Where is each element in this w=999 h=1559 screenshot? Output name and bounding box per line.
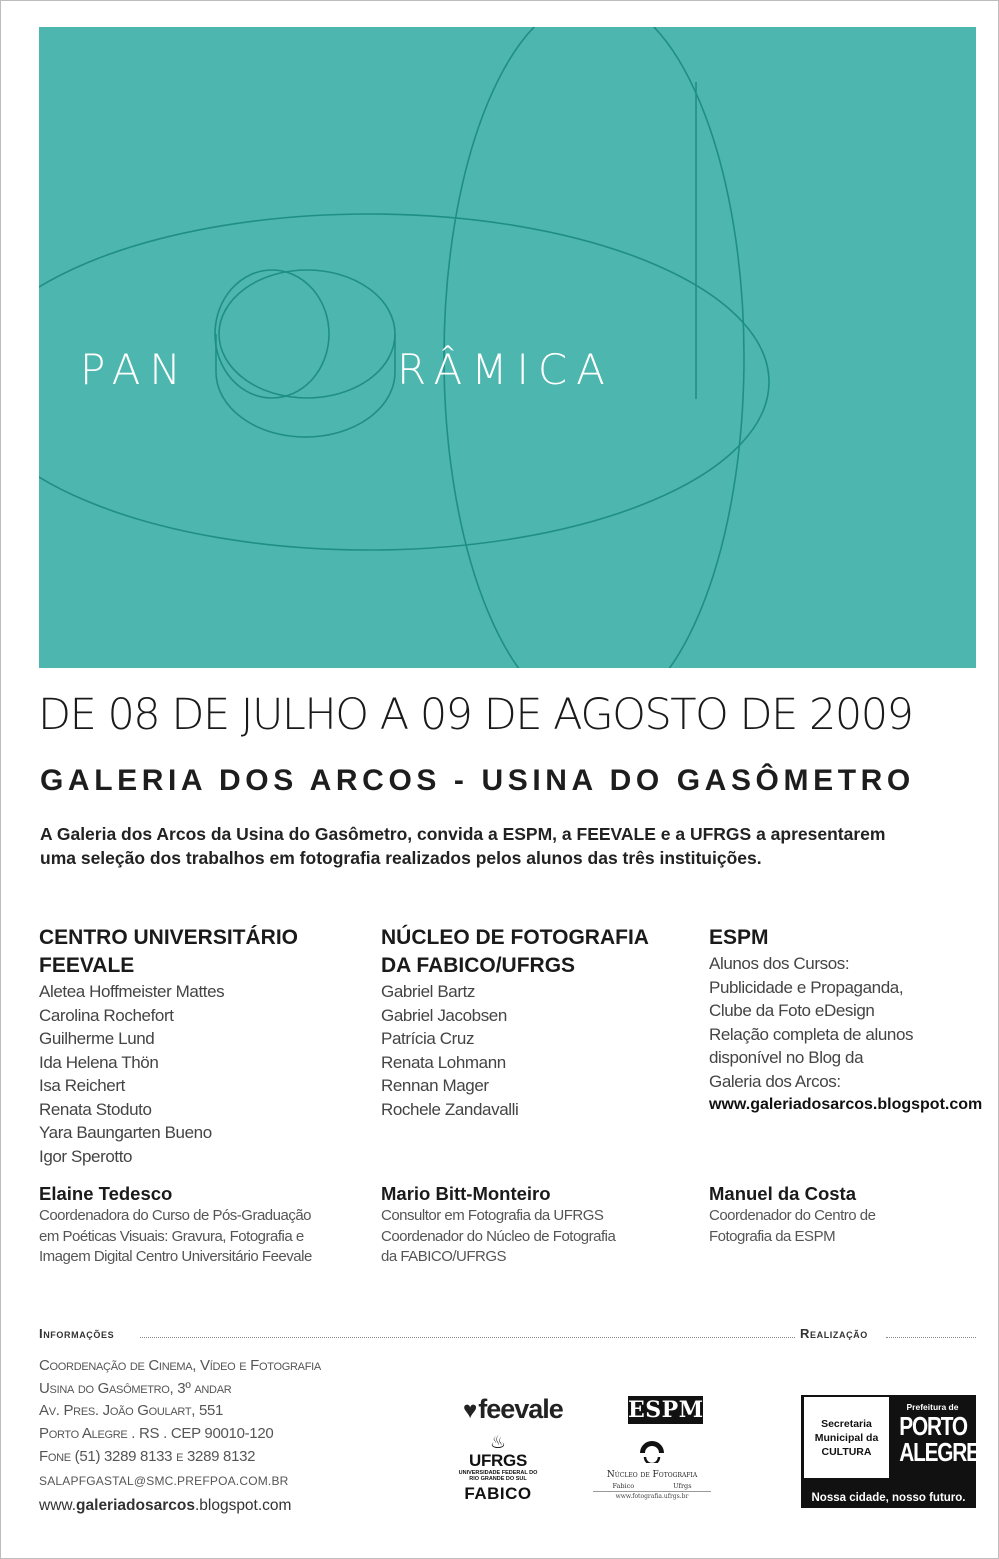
event-venue: GALERIA DOS ARCOS - USINA DO GASÔMETRO [40,764,915,797]
student-name: Gabriel Bartz [381,982,476,1001]
student-name: Aletea Hoffmeister Mattes [39,982,225,1001]
feevale-wordmark: feevale [478,1394,563,1424]
column-heading-line: DA FABICO/UFRGS [381,954,576,977]
coordinator-role: Consultor em Fotografia da UFRGS [381,1207,604,1224]
ufrgs-wordmark: UFRGS [468,1451,527,1470]
secretaria-cultura-label [804,1397,889,1478]
camera-aperture-icon [637,1437,667,1463]
coordinator-role: Fotografia da ESPM [709,1227,836,1245]
student-name: Guilherme Lund [39,1029,155,1048]
intro-paragraph [40,822,980,870]
coordinator-name: Manuel da Costa [709,1183,856,1204]
ufrgs-fabico-logo [458,1432,538,1506]
contact-email[interactable]: SALAPFGASTAL@SMC.PREFPOA.COM.BR [39,1473,289,1488]
realizacao-heading: Realização [800,1326,871,1341]
coordinator-role: Imagem Digital Centro Universitário Feevale [39,1248,312,1265]
nucleo-fabico: Fabico [612,1482,635,1490]
dotted-divider [886,1337,976,1338]
prefeitura-city-line: PORTO [899,1411,967,1441]
student-name: Rennan Mager [381,1076,489,1095]
coordinator-role: Coordenadora do Curso de Pós-Graduação [39,1207,312,1224]
hero-banner [39,27,976,668]
espm-logo: ESPM [628,1397,704,1423]
prefeitura-small: Prefeitura de [906,1402,959,1412]
website-name: galeriadosarcos [76,1496,195,1514]
espm-note-line: Alunos dos Cursos: [709,954,850,973]
espm-note-line: disponível no Blog da [709,1048,864,1067]
flame-icon: ♨ [489,1432,507,1452]
column-fabico-ufrgs [381,924,649,1121]
student-name: Renata Lohmann [381,1052,506,1072]
feevale-heart-icon: ♥ [463,1397,477,1424]
contact-line: Usina do Gasômetro, 3º andar [39,1379,232,1397]
prefeitura-city-line: ALEGRE [899,1437,979,1467]
column-heading [709,924,982,952]
intro-line: A Galeria dos Arcos da Usina do Gasômetro, convida a ESPM, a FEEVALE e a UFRGS a apresentarem [40,824,886,844]
fabico-wordmark: FABICO [464,1484,532,1503]
secretaria-line: Secretaria [821,1417,872,1430]
student-name: Igor Sperotto [39,1146,133,1166]
espm-note-line: Relação completa de alunos [709,1024,914,1044]
student-name: Rochele Zandavalli [381,1099,519,1119]
contact-info [39,1355,321,1518]
column-feevale [39,924,298,1168]
info-heading: Informações [39,1326,117,1341]
student-name: Yara Baungarten Bueno [39,1123,212,1142]
student-name: Carolina Rochefort [39,1005,174,1025]
feevale-logo [463,1394,563,1425]
column-heading [39,924,298,980]
event-title [39,345,976,395]
column-heading-line: NÚCLEO DE FOTOGRAFIA [381,926,649,949]
espm-note-line: Galeria dos Arcos: [709,1071,841,1091]
dotted-divider [140,1337,795,1338]
website-prefix: www. [39,1496,77,1514]
nucleo-subtitle [593,1481,711,1491]
contact-line: Coordenação de Cinema, Vídeo e Fotografia [39,1357,321,1374]
event-title-right: RÂMICA [397,345,614,394]
event-dates: DE 08 DE JULHO A 09 DE AGOSTO DE 2009 [38,690,913,740]
blog-link[interactable]: www.galeriadosarcos.blogspot.com [709,1096,983,1113]
coordinator-mario [381,1182,615,1268]
coordinator-role: Coordenador do Núcleo de Fotografia [381,1227,616,1245]
intro-line: uma seleção dos trabalhos em fotografia realizados pelos alunos das três instituições. [40,848,762,868]
contact-line: Porto Alegre . RS . CEP 90010-120 [39,1425,274,1443]
nucleo-fotografia-logo [593,1437,711,1501]
prefeitura-label [891,1397,979,1478]
secretaria-line: Municipal da [814,1431,879,1444]
ufrgs-subtitle: UNIVERSIDADE FEDERAL DO RIO GRANDE DO SUL [458,1470,538,1482]
coordinator-role: em Poéticas Visuais: Gravura, Fotografia e [39,1227,304,1245]
coordinator-name: Elaine Tedesco [39,1183,173,1204]
coordinator-elaine [39,1182,312,1268]
column-heading-line: CENTRO UNIVERSITÁRIO [39,926,299,949]
student-name: Gabriel Jacobsen [381,1005,507,1025]
column-espm [709,924,982,1117]
column-heading-line: ESPM [709,926,769,949]
coordinator-name: Mario Bitt-Monteiro [381,1183,551,1204]
contact-website[interactable] [39,1494,321,1518]
prefeitura-slogan: Nossa cidade, nosso futuro. [811,1492,966,1504]
prefeitura-porto-alegre-logo [801,1395,979,1508]
website-suffix: .blogspot.com [194,1496,292,1514]
student-name: Patrícia Cruz [381,1029,475,1048]
espm-note-line: Clube da Foto eDesign [709,1001,875,1020]
contact-phone: Fone (51) 3289 8133 e 3289 8132 [39,1447,256,1465]
column-heading-line: FEEVALE [39,954,135,977]
coordinator-role: Coordenador do Centro de [709,1207,876,1224]
coordinator-manuel [709,1182,875,1247]
event-title-left: PAN [80,345,190,394]
student-name: Ida Helena Thön [39,1052,159,1072]
student-name: Isa Reichert [39,1076,125,1095]
coordinator-role: da FABICO/UFRGS [381,1248,507,1265]
column-heading [381,924,649,980]
nucleo-url: www.fotografia.ufrgs.br [593,1491,711,1501]
nucleo-title: Núcleo de Fotografia [606,1470,698,1480]
nucleo-ufrgs: Ufrgs [673,1482,692,1490]
student-name: Renata Stoduto [39,1099,152,1119]
secretaria-line: CULTURA [821,1445,872,1458]
espm-note-line: Publicidade e Propaganda, [709,977,904,997]
contact-line: Av. Pres. João Goulart, 551 [39,1402,224,1420]
